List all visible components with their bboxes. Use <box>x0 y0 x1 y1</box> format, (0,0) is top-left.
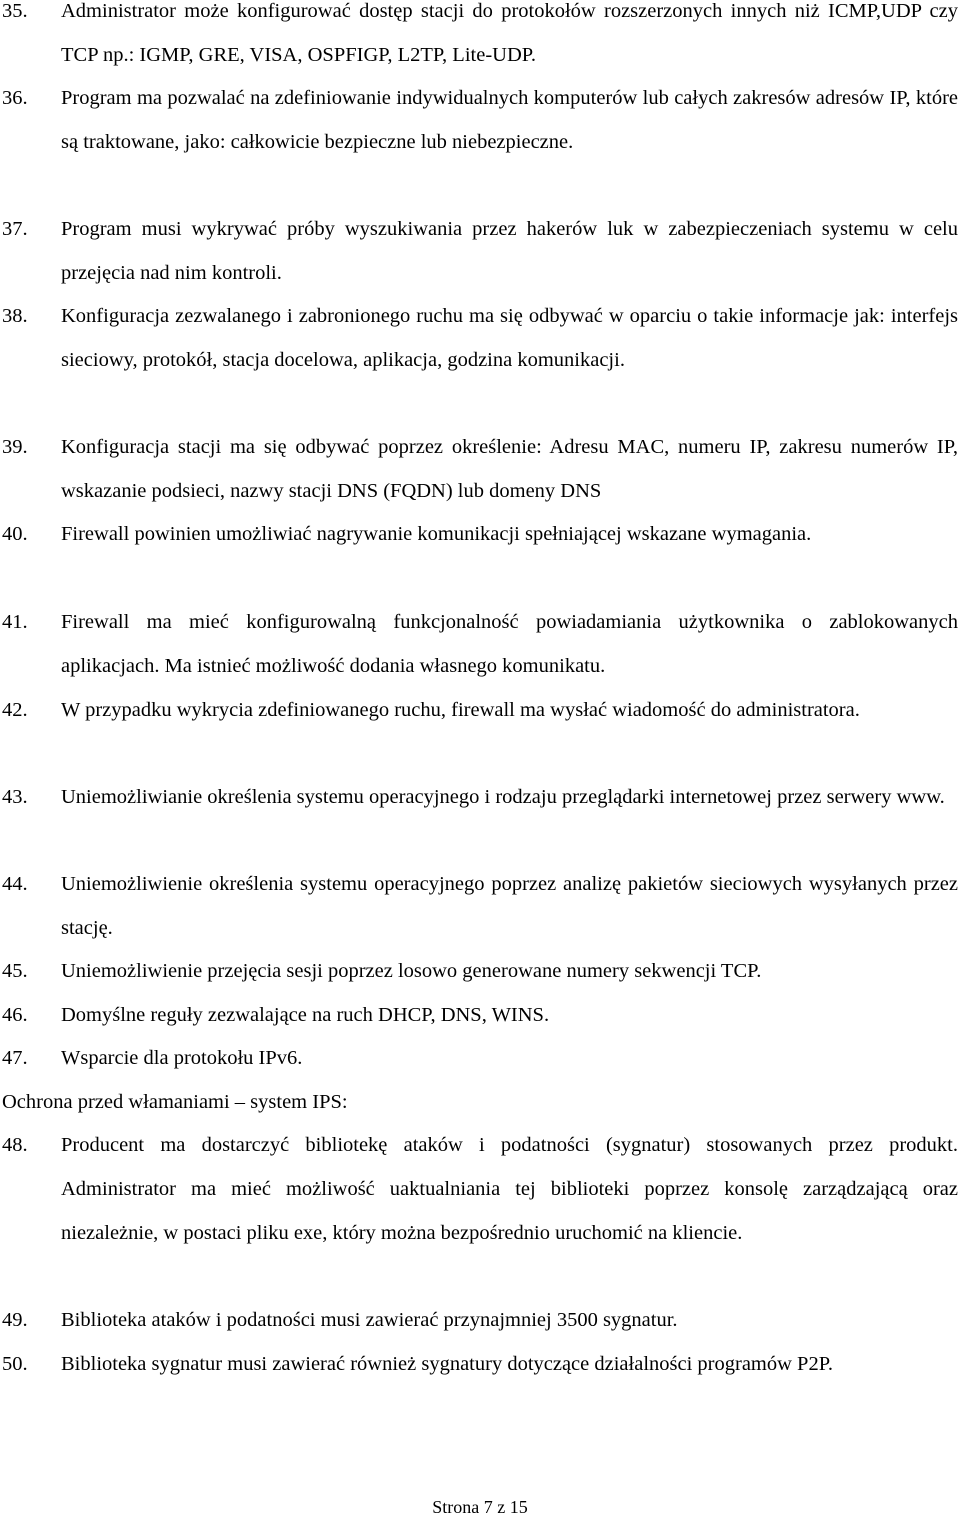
item-number: 50. <box>2 1353 28 1375</box>
item-number: 42. <box>2 699 28 721</box>
item-text: W przypadku wykrycia zdefiniowanego ruchu, firewall ma wysłać wiadomość do administratora. <box>61 699 860 721</box>
item-text: Firewall ma mieć konfigurowalną funkcjonalność powiadamiania użytkownika o zablokowanych aplikacjach. Ma istnieć możliwość dodania własnego komunikatu. <box>61 611 958 677</box>
list-item-48 <box>0 1124 958 1255</box>
item-text: Konfiguracja zezwalanego i zabronionego ruchu ma się odbywać w oparciu o takie informacje jak: interfejs sieciowy, protokół, stacja docelowa, aplikacja, godzina komunikacji. <box>61 305 958 371</box>
item-number: 35. <box>2 0 28 22</box>
item-number: 43. <box>2 786 28 808</box>
item-number: 45. <box>2 960 28 982</box>
item-number: 40. <box>2 523 28 545</box>
item-text: Firewall powinien umożliwiać nagrywanie komunikacji spełniającej wskazane wymagania. <box>61 523 812 545</box>
list-item-41 <box>0 601 958 689</box>
list-item-46 <box>0 994 958 1038</box>
item-text: Uniemożliwienie określenia systemu operacyjnego poprzez analizę pakietów sieciowych wysyłanych przez stację. <box>61 873 958 939</box>
list-item-47 <box>0 1037 958 1081</box>
item-text: Uniemożliwienie przejęcia sesji poprzez losowo generowane numery sekwencji TCP. <box>61 960 762 982</box>
item-text: Biblioteka sygnatur musi zawierać również sygnatury dotyczące działalności programów P2P. <box>61 1353 833 1375</box>
item-number: 41. <box>2 611 28 633</box>
list-item-36 <box>0 77 958 165</box>
item-number: 36. <box>2 87 28 109</box>
item-text: Wsparcie dla protokołu IPv6. <box>61 1047 303 1069</box>
item-text: Konfiguracja stacji ma się odbywać poprzez określenie: Adresu MAC, numeru IP, zakresu numerów IP, wskazanie podsieci, nazwy stacji DNS (FQDN) lub domeny DNS <box>61 436 958 502</box>
list-item-39 <box>0 426 958 514</box>
item-number: 46. <box>2 1004 28 1026</box>
page-footer: Strona 7 z 15 <box>432 1497 528 1517</box>
list-item-38 <box>0 295 958 383</box>
list-item-49 <box>0 1299 958 1343</box>
list-item-43 <box>0 776 958 820</box>
list-item-44 <box>0 863 958 951</box>
list-item-37 <box>0 208 958 296</box>
item-text: Program ma pozwalać na zdefiniowanie indywidualnych komputerów lub całych zakresów adresów IP, które są traktowane, jako: całkowicie bezpieczne lub niebezpieczne. <box>61 87 958 153</box>
section-heading-ips: Ochrona przed włamaniami – system IPS: <box>2 1091 348 1113</box>
list-item-42 <box>0 689 958 733</box>
item-text: Uniemożliwianie określenia systemu operacyjnego i rodzaju przeglądarki internetowej przez serwery www. <box>61 786 945 808</box>
item-text: Administrator może konfigurować dostęp stacji do protokołów rozszerzonych innych niż ICMP,UDP czy TCP np.: IGMP, GRE, VISA, OSPFIGP, L2TP, Lite-UDP. <box>61 0 958 66</box>
item-text: Program musi wykrywać próby wyszukiwania przez hakerów luk w zabezpieczeniach systemu w celu przejęcia nad nim kontroli. <box>61 218 958 284</box>
item-number: 47. <box>2 1047 28 1069</box>
item-text: Producent ma dostarczyć bibliotekę ataków i podatności (sygnatur) stosowanych przez produkt. Administrator ma mieć możliwość uaktualniania tej biblioteki poprzez konsolę zarządzającą oraz niezależnie, w postaci pliku exe, który można bezpośrednio uruchomić na kliencie. <box>61 1134 958 1244</box>
list-item-45 <box>0 950 958 994</box>
item-number: 44. <box>2 873 28 895</box>
list-item-35 <box>0 0 958 78</box>
item-number: 37. <box>2 218 28 240</box>
item-number: 38. <box>2 305 28 327</box>
list-item-50 <box>0 1343 958 1387</box>
list-item-40 <box>0 513 958 557</box>
item-number: 39. <box>2 436 28 458</box>
item-text: Domyślne reguły zezwalające na ruch DHCP, DNS, WINS. <box>61 1004 550 1026</box>
item-text: Biblioteka ataków i podatności musi zawierać przynajmniej 3500 sygnatur. <box>61 1309 678 1331</box>
item-number: 48. <box>2 1134 28 1156</box>
item-number: 49. <box>2 1309 28 1331</box>
